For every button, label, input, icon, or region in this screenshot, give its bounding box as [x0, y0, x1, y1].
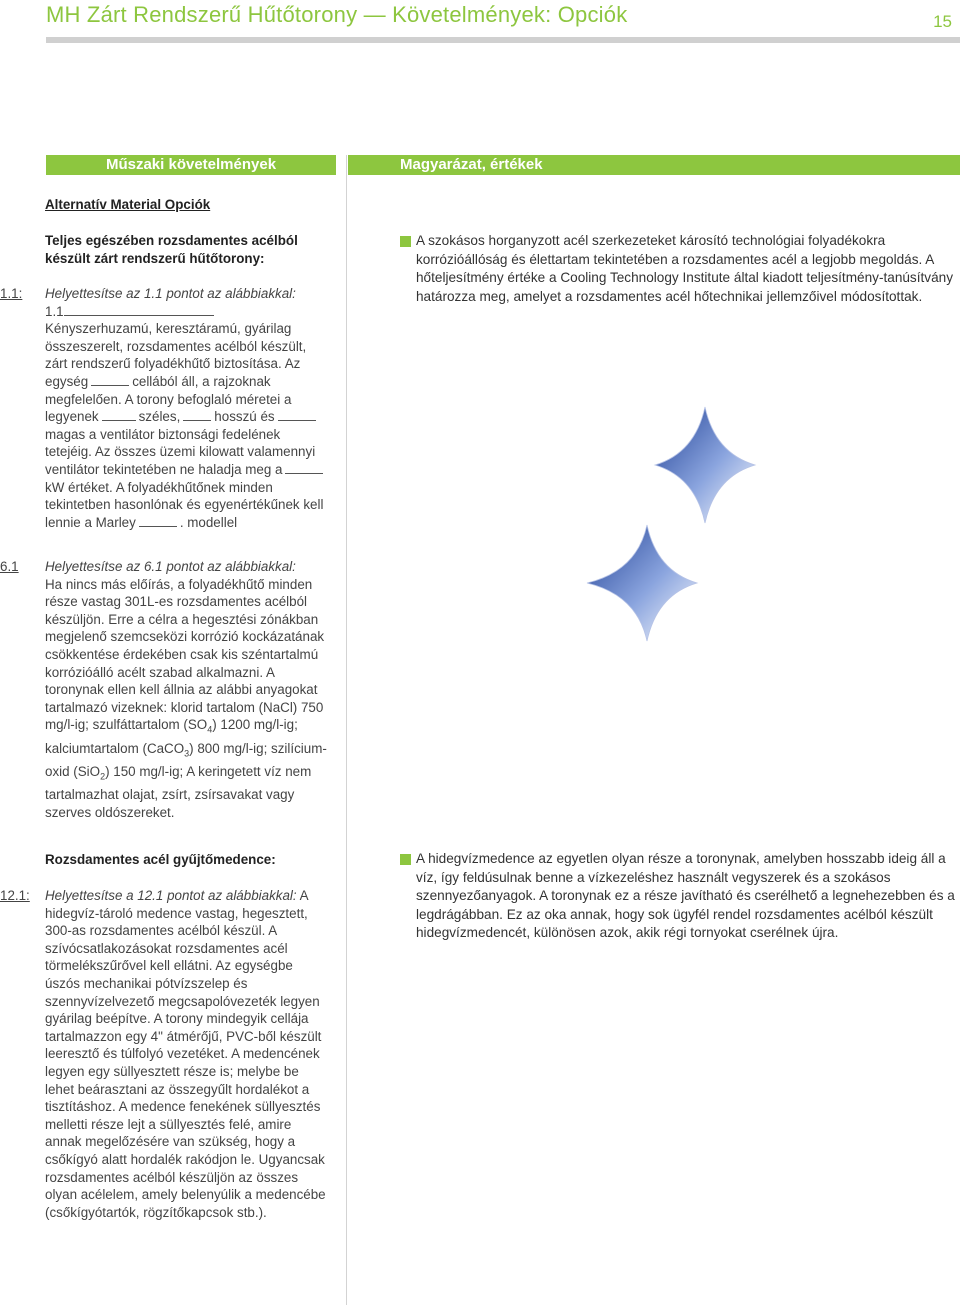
- right-column-heading: Magyarázat, értékek: [348, 155, 960, 175]
- item-12-1-lead: Helyettesítse a 12.1 pontot az alábbiakkal:: [45, 888, 297, 903]
- star-top-right: [655, 407, 755, 523]
- star-bottom-left: [587, 525, 697, 641]
- item-12-1-body: Helyettesítse a 12.1 pontot az alábbiakkal: A hidegvíz-tároló medence vastag, hegesztett, 300-as rozsdamentes acélból készül. A szívócsatlakozásokat rozsdamentes acél törmelékszűrővel kell ellátni. Az egységbe úszós mechanikai pótvízszelep és szennyvízelvezető megcsapolóvezeték legyen gyárilag beépítve. A torony mindegyik cellája tartalmazzon egy 4" átmérőjű, PVC-ből készült leeresztő és túlfolyó vezetéket. A medencének legyen egy süllyesztett része is; melybe be lehet beárasztani az összegyűlt hordalékot a tisztításhoz. A medence fenekének süllyesztés melletti része lejt a süllyesztés felé, amire annak megelőzésére van szükség, hogy a csőkígyó alatt hordalék rakódjon le. Ugyancsak rozsdamentes acélból készüljön az összes olyan acélelem, amely belenyúlik a medencébe (csőkígyótartók, rögzítőkapcsok stb.).: [45, 888, 326, 1220]
- column-divider: [346, 155, 347, 1305]
- explanation-basin: A hidegvízmedence az egyetlen olyan része a toronynak, amelyben hosszabb ideig áll a víz, így feldúsulnak benne a vízkezeléshez használt vegyszerek és a szokásos szennyezőanyagok. A toronynak ez a része javítható és cserélhető a legnehezebben és a legdrágábban. Ez az oka annak, hogy sok ügyfél rendel rozsdamentes acélból készült hidegvízmedencét, különösen azok, akik régi tornyokat cserélnek újra.: [400, 850, 960, 943]
- section-title-basin: Rozsdamentes acél gyűjtőmedence:: [45, 852, 276, 867]
- document-title: MH Zárt Rendszerű Hűtőtorony — Követelmények: Opciók: [46, 2, 628, 27]
- item-6-1-body: Helyettesítse az 6.1 pontot az alábbiakkal: Ha nincs más előírás, a folyadékhűtő minden része vastag 301L-es rozsdamentes acélból készüljön. Erre a célra a hegesztési zónákban megjelenő szemcseközi korrózió kockázatának csökkentése érdekében csak kis széntartalmú korrózióálló acélt szabad alkalmazni. A toronynak ellen kell állnia az alábbi anyagokat tartalmazó vizeknek: klorid tartalom (NaCl) 750 mg/l-ig; szulfáttartalom $(SO_4)$ 1200 mg/l-ig; kalciumtartalom (CaCO$_3$) 800 mg/l-ig; szilícium-oxid (SiO$_2$) 150 mg/l-ig; A keringetett víz nem tartalmazhat olajat, zsírt, zsírsavakat vagy szerves oldószereket.: [45, 559, 327, 820]
- page-number: 15: [933, 12, 952, 31]
- item-1-1-body: Helyettesítse az 1.1 pontot az alábbiakkal: 1.1 Kényszerhuzamú, keresztáramú, gyárilag összeszerelt, rozsdamentes acélból készült, zárt rendszerű folyadékhűtő biztosítása. Az egység cellából áll, a rajzoknak megfelelően. A torony befoglaló méretei a legyenek széles, hosszú ésmagas a ventilátor biztonsági fedelének tetejéig. Az összes üzemi kilowatt valamennyi ventilátor tekintetében ne haladja meg akW értéket. A folyadékhűtőnek minden tekintetben hasonlónak és egyenértékűnek kell lennie a Marley . modellel: [45, 286, 324, 530]
- item-number-12-1: 12.1:: [0, 888, 30, 903]
- item-6-1-lead: Helyettesítse az 6.1 pontot az alábbiakkal:: [45, 559, 296, 574]
- section-subtitle: Teljes egészében rozsdamentes acélból készült zárt rendszerű hűtőtorony:: [45, 233, 298, 266]
- left-column-heading: Műszaki követelmények: [46, 155, 336, 175]
- item-number-6-1: 6.1: [0, 559, 19, 574]
- item-number-1-1: 1.1:: [0, 286, 23, 301]
- bullet-square-icon: [400, 236, 411, 247]
- bullet-square-icon: [400, 854, 411, 865]
- item-1-1-lead: Helyettesítse az 1.1 pontot az alábbiakkal:: [45, 286, 296, 301]
- section-title-material-options: Alternatív Material Opciók: [45, 197, 211, 212]
- explanation-stainless: A szokásos horganyzott acél szerkezeteket károsító technológiai folyadékokra korrózióállóság és élettartam tekintetében a rozsdamentes acél a legjobb megoldás. A hőteljesítmény értéke a Cooling Technology Institute által kiadott teljesítmény-tanúsítvány határozza meg, amelyet a rozsdamentes acél hőtechnikai jellemzőivel módosítottak.: [400, 232, 960, 306]
- sparkle-stars-icon: [585, 405, 825, 645]
- title-rule: [46, 37, 960, 43]
